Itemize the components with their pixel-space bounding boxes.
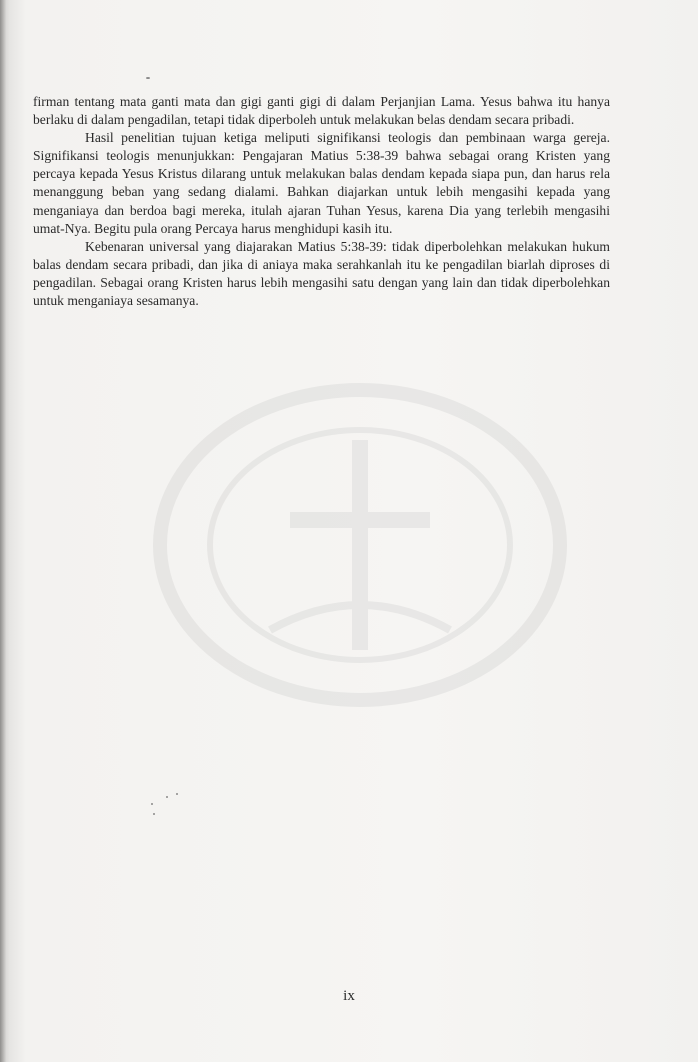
paragraph-theological-significance: Hasil penelitian tujuan ketiga meliputi signifikansi teologis dan pembinaan warga gereja. Signifikansi teologis menunjukkan: Pengajaran Matius 5:38-39 bahwa sebagai orang Kristen yang percaya kepada Yesus Kristus dilarang untuk melakukan balas dendam kepada siapa pun, dan harus rela menanggung beban yang sedang dialami. Bahkan diajarkan untuk lebih mengasihi kepada yang menganiaya dan berdoa bagi mereka, itulah ajaran Tuhan Yesus, karena Dia yang terlebih mengasihi umat-Nya. Begitu pula orang Percaya harus menghidupi kasih itu. [33,130,610,236]
paragraph-universal-truth: Kebenaran universal yang diajarakan Matius 5:38-39: tidak diperbolehkan melakukan hukum balas dendam secara pribadi, dan jika di aniaya maka serahkanlah itu ke pengadilan biarlah diproses di pengadilan. Sebagai orang Kristen harus lebih mengasihi satu dengan yang lain dan tidak diperbolehkan untuk menganiaya sesamanya. [33,238,610,309]
scan-shadow-edge [0,0,6,1062]
scan-speck [176,793,178,795]
scan-speck [146,77,150,79]
scan-speck [151,803,153,805]
body-text [33,93,610,310]
scan-speck [153,813,155,815]
paragraph-continuation: firman tentang mata ganti mata dan gigi ganti gigi di dalam Perjanjian Lama. Yesus bahwa itu hanya berlaku di dalam pengadilan, tetapi tidak diperboleh untuk melakukan belas dendam secara pribadi. [33,94,610,128]
scan-speck [166,796,168,798]
faint-watermark-emblem [150,380,570,710]
page-number: ix [343,988,355,1004]
